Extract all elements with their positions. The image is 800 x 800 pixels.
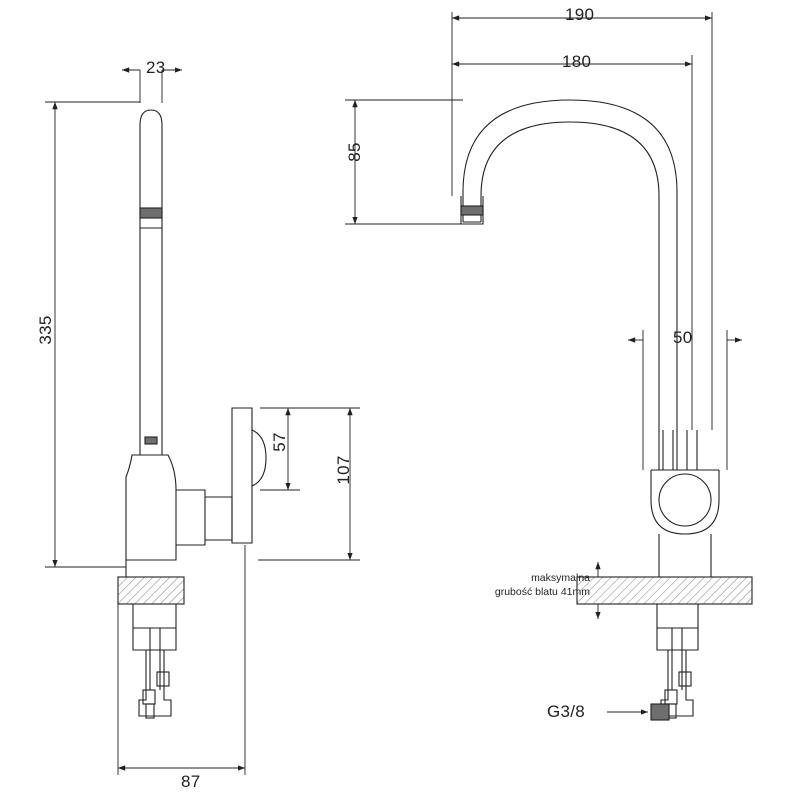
worktop-note-line-1: maksymalna — [531, 572, 590, 584]
dimension-label-spout-height: 85 — [345, 142, 364, 162]
worktop-thickness-note — [470, 571, 590, 599]
dimension-label-total-height: 335 — [36, 315, 55, 345]
dimension-label-reach-inner: 180 — [562, 52, 592, 71]
side-view-geometry — [461, 100, 752, 720]
worktop-note-line-2: grubość blatu 41mm — [494, 586, 590, 598]
dimension-label-base-depth: 87 — [181, 772, 201, 791]
dimension-lines-front — [45, 70, 360, 775]
dimension-label-reach-outer: 190 — [565, 5, 595, 24]
thread-label-g38: G3/8 — [547, 702, 586, 721]
front-view-geometry — [118, 110, 266, 718]
dimension-lines-side — [345, 12, 742, 712]
dimension-label-spout-width: 23 — [146, 58, 166, 77]
dimension-label-base-width: 50 — [673, 328, 693, 347]
dimension-label-handle-offset: 57 — [270, 432, 289, 452]
dimension-label-body-height: 107 — [334, 455, 353, 485]
